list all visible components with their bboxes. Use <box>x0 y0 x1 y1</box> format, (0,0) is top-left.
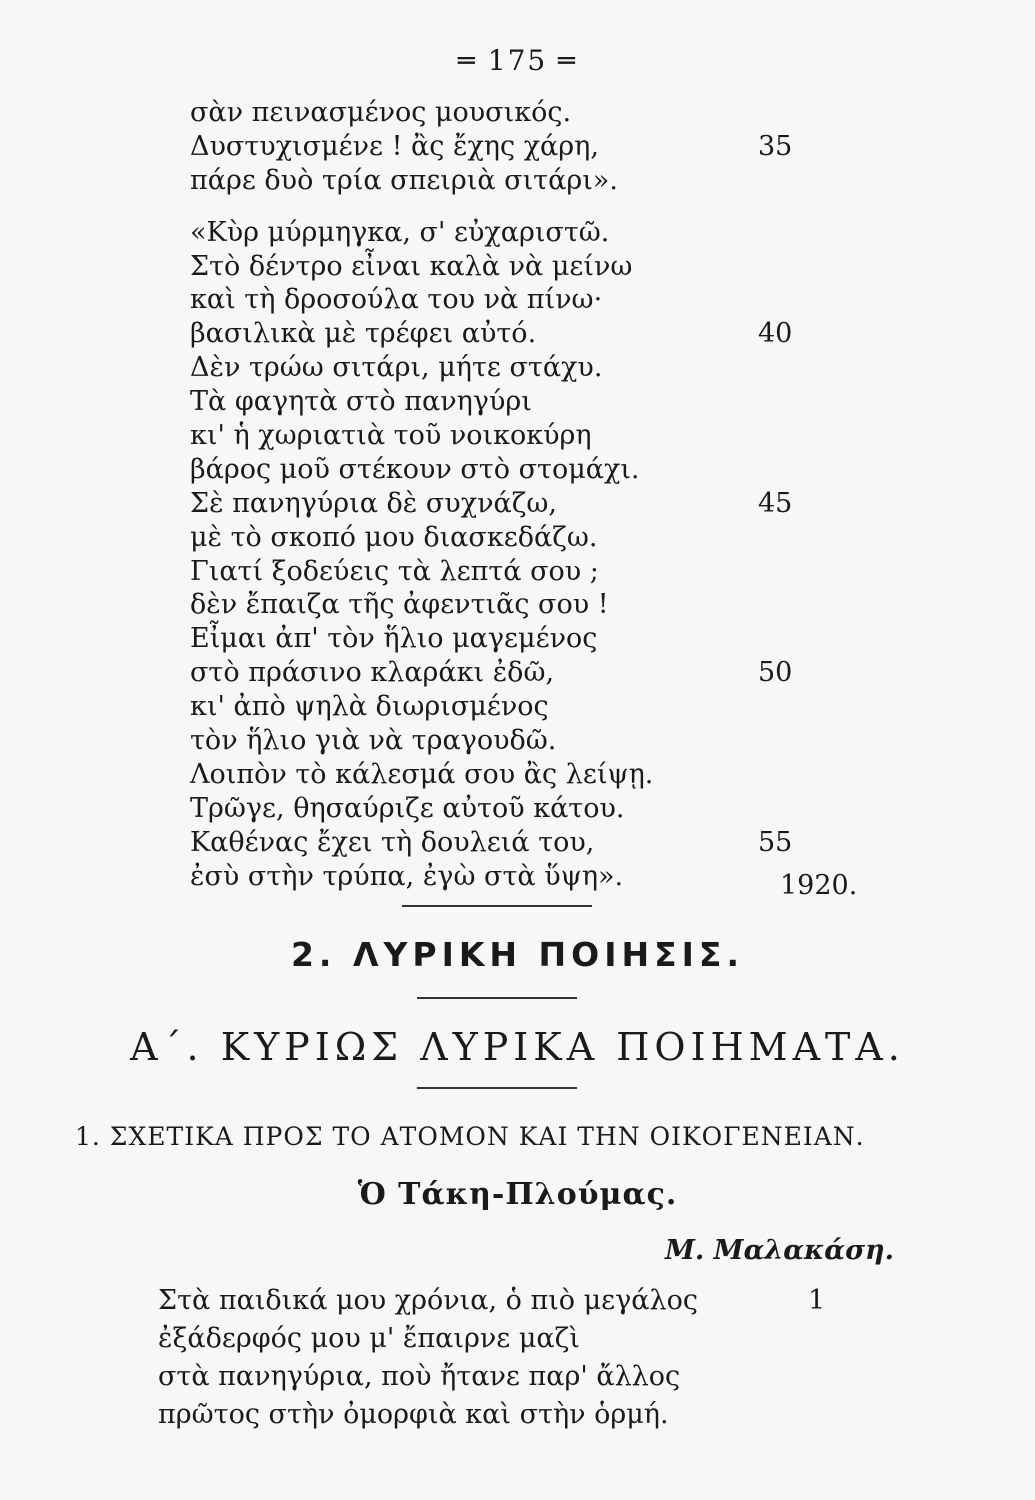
page-number: ═ 175 ═ <box>458 44 577 77</box>
verse-line <box>158 1358 838 1396</box>
line-number: 35 <box>758 130 793 162</box>
verse-line <box>190 826 810 860</box>
line-number: 55 <box>758 826 793 858</box>
verse-text: δὲν ἔπαιζα τῆς ἀφεντιᾶς σου ! <box>190 589 609 621</box>
verse-text: ἐξάδερφός μου μ' ἔπαιρνε μαζὶ <box>158 1323 580 1354</box>
verse-text: καὶ τὴ δροσούλα του νὰ πίνω· <box>190 284 603 316</box>
verse-text: κι' ἀπὸ ψηλὰ διωρισμένος <box>190 691 549 723</box>
verse-text: σὰν πεινασμένος μουσικός. <box>190 97 572 128</box>
verse-line <box>158 1320 838 1358</box>
verse-line <box>190 385 810 419</box>
verse-line <box>190 487 810 521</box>
verse-line <box>190 250 810 284</box>
verse-line <box>190 656 810 690</box>
verse-text: μὲ τὸ σκοπό μου διασκεδάζω. <box>190 521 598 553</box>
divider-1 <box>402 905 592 907</box>
poem-year: 1920. <box>780 870 858 901</box>
category-title: 1. ΣΧΕΤΙΚΑ ΠΡΟΣ ΤΟ ΑΤΟΜΟΝ ΚΑΙ ΤΗΝ ΟΙΚΟΓΕΝΕΙΑΝ. <box>75 1122 865 1151</box>
verse-line <box>190 216 810 250</box>
verse-text: Τρῶγε, θησαύριζε αὐτοῦ κάτου. <box>190 792 625 824</box>
line-number: 45 <box>758 487 793 519</box>
verse-line <box>190 860 810 894</box>
poem-title: Ὁ Τάκη-Πλούμας. <box>357 1177 678 1212</box>
verse-text: στὸ πράσινο κλαράκι ἐδῶ, <box>190 657 555 689</box>
verse-text: πάρε δυὸ τρία σπειριὰ σιτάρι». <box>190 164 618 196</box>
verse-line <box>190 419 810 453</box>
line-number: 40 <box>758 318 793 350</box>
verse-text: «Κὺρ μύρμηγκα, σ' εὐχαριστῶ. <box>190 216 610 248</box>
verse-text: Γιατί ξοδεύεις τὰ λεπτά σου ; <box>190 555 599 587</box>
verse-line <box>190 588 810 622</box>
divider-3 <box>417 1087 577 1089</box>
verse-text: βάρος μοῦ στέκουν στὸ στομάχι. <box>190 453 640 485</box>
verse-text: Καθένας ἔχει τὴ δουλειά του, <box>190 826 595 858</box>
verse-text: Εἶμαι ἀπ' τὸν ἥλιο μαγεμένος <box>190 623 598 655</box>
verse-text: στὰ πανηγύρια, ποὺ ἤτανε παρ' ἄλλος <box>158 1361 681 1392</box>
verse-line <box>190 96 810 130</box>
verse-line <box>190 317 810 351</box>
verse-line <box>190 164 810 198</box>
verse-block <box>190 96 810 893</box>
divider-2 <box>417 997 577 999</box>
section-title: 2. ΛΥΡΙΚΗ ΠΟΙΗΣΙΣ. <box>290 935 745 974</box>
verse-text: ἐσὺ στὴν τρύπα, ἐγὼ στὰ ὕψη». <box>190 860 624 892</box>
verse-text: Δυστυχισμένε ! ἂς ἔχης χάρη, <box>190 130 599 162</box>
verse-text: Σὲ πανηγύρια δὲ συχνάζω, <box>190 487 557 519</box>
verse-text: τὸν ἥλιο γιὰ νὰ τραγουδῶ. <box>190 725 557 757</box>
verse-line <box>190 453 810 487</box>
verse-text: Τὰ φαγητὰ στὸ πανηγύρι <box>190 386 532 418</box>
verse-line <box>190 690 810 724</box>
verse-line <box>158 1396 838 1434</box>
poem-block <box>158 1282 838 1434</box>
verse-line <box>190 283 810 317</box>
verse-text: πρῶτος στὴν ὀμορφιὰ καὶ στὴν ὁρμή. <box>158 1399 669 1430</box>
verse-text: Στὰ παιδικά μου χρόνια, ὁ πιὸ μεγάλος <box>158 1285 699 1316</box>
verse-line <box>190 130 810 164</box>
poem-author: Μ. Μαλακάση. <box>665 1235 895 1266</box>
line-number: 1 <box>808 1285 826 1316</box>
subsection-title: Α΄. ΚΥΡΙΩΣ ΛΥΡΙΚΑ ΠΟΙΗΜΑΤΑ. <box>130 1025 905 1069</box>
verse-text: Λοιπὸν τὸ κάλεσμά σου ἂς λείψῃ. <box>190 758 654 790</box>
verse-line <box>190 792 810 826</box>
verse-line <box>158 1282 838 1320</box>
verse-line <box>190 758 810 792</box>
verse-line <box>190 351 810 385</box>
verse-line <box>190 724 810 758</box>
verse-line <box>190 521 810 555</box>
verse-line <box>190 555 810 589</box>
verse-text: βασιλικὰ μὲ τρέφει αὐτό. <box>190 318 537 350</box>
verse-line <box>190 622 810 656</box>
verse-text: Στὸ δέντρο εἶναι καλὰ νὰ μείνω <box>190 250 633 282</box>
verse-text: Δὲν τρώω σιτάρι, μήτε στάχυ. <box>190 352 603 384</box>
verse-text: κι' ἡ χωριατιὰ τοῦ νοικοκύρη <box>190 420 592 452</box>
stanza-gap <box>190 198 810 216</box>
line-number: 50 <box>758 657 793 689</box>
